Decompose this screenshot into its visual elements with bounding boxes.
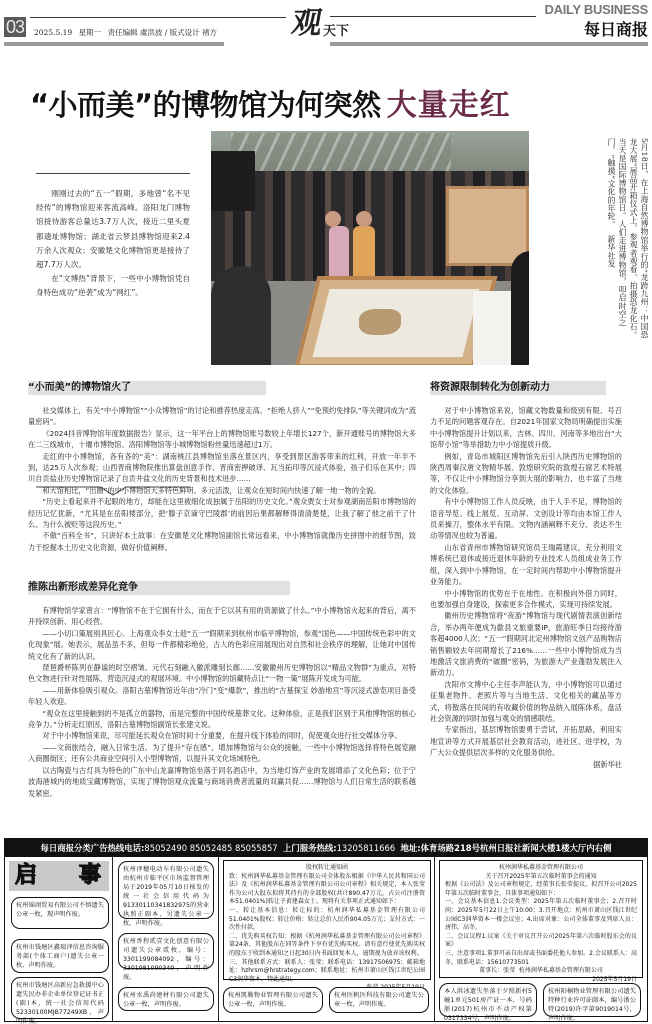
classified-ad: 本人洪冰遗失坐落于夕照新村5幢1单元501房产证一本，号码浙(2017)杭州市不动产权第0317334号，声明作废。 [439,983,537,1017]
equity-transfer-notice [223,860,431,983]
classifieds-hotline-bar [5,839,647,857]
classified-ad: 杭州水禹尚建材有限公司遗失公章一枚，声明作废。 [118,987,214,1011]
paragraph: 有博物馆学家曾言：“博物馆不在于它拥有什么，而在于它以其有用的资源做了什么。”中小博物馆火起来的背后，离不开持续创新、用心经营。 [28,606,416,627]
notice-title: 杭州润华私募基金管理有限公司 [498,864,583,871]
notice-paragraph: 二、会议议程1.议案《关于审议召开公司2025年第六次临时股东会的议案》 [445,932,637,949]
classifieds-section [4,838,648,1022]
classified-ad: 杭州泽穗电动车有限公司遗失由杭州市临平区市场监督管理局于2019年05月10日核发的统一社会信用代码为91330110341832975的营业执照正副本，另遗失公章一枚，声明作废。 [118,861,214,919]
classified-ad: 杭州锦翊贸易有限公司不慎遗失公章一枚，现声明作废。 [11,897,109,929]
paragraph: “观众在这里接触到的不是孤立的器物，而是完整的中国传统墓葬文化。这种体验，正是我们区别于其他博物馆的核心竞争力。”分析走红原因，洛阳古墓博物馆副馆长张建文说。 [28,708,416,730]
notice-paragraph: 三、注意事项1.董事可亲自出席或书面委托他人参加。2.会议联系人：高冬，联系电话：15610773501 [445,949,637,966]
classified-ad: 杭州医帆医科技有限公司遗失公章一枚，声明作废。 [329,987,429,1013]
notice-signer: 董事长：张莹 [479,967,516,975]
masthead [0,0,652,60]
board-meeting-notice [439,860,643,983]
address-label: 地址: [400,843,421,853]
photo-fossil [359,309,401,335]
paragraph: ——文商旅结合，融入日常生活。为了提升“存在感”，增加博物馆与公众的接触，一些中小博物馆选择将特色展览融入商圈街区；还有公共商业空间引入小型博物馆，以提升其文化场域特色。 [28,742,416,764]
paragraph: 有中小博物馆工作人员反映，由于人手不足，博物馆的语音导览、线上展览、互动屏、文创设计等均由本馆工作人员来操刀，整体水平有限。文物内涵阐释不充分、表达不生动等情况也较为普遍。 [430,497,622,541]
classifieds-column [435,857,647,1021]
section-heading: “小而美”的博物馆火了 [28,381,266,395]
caption-credit: 新华社发 [607,234,616,268]
paragraph: 社交媒体上，有关“中小博物馆”“小众博物馆”的讨论和推荐热度走高。“拒绝人挤人”“免预约免排队”等关键词成为“流量密码”。 [28,406,416,427]
notice-company: 杭州润华私募基金管理有限公司 [518,967,603,975]
notice-paragraph: 根据《公司法》及公司章程规定，经董事长张莹提议，拟召开公司2025年第五次临时董事会，具体事项通知如下： [445,881,637,897]
paragraph: “历史上看起来并不起眼的地方，却能在这里被细化成独属于岳阳的历史文化。”观众贾女士对参观湖南岳阳市博物馆的经历记忆犹新，“尤其是在岳阳楼部分，把‘滕子京谪守巴陵郡’的前因后果都解释得清清楚楚，让我了解了他之前干了什么、为什么被贬等这段历史。” [28,497,416,530]
notice-paragraph: 二、优先购买权告知：根据《杭州润华私募基金管理有限公司公司章程》第24条，其他股东在同等条件下享有优先购买权。请有意行使优先购买权的股东于收到本通知之日起30日内书面回复本人，逾期视为放弃该权利。 [229,932,425,957]
photo-right-figure [511,251,529,365]
photo-roof [231,133,451,173]
paragraph: 山东省青州市博物馆研究馆员王瑞霞建议，充分利用文博系统已退休或接近退休年龄的专业技术人员组成业务工作组，深入到中小博物馆，在一定时间内帮助中小博物馆提升业务能力。 [430,542,622,587]
classified-ad: 杭州市钱塘区高新应急救援中心遗失民办非企业单位登记证书正(副)本，统一社会信用代码52330100MJB77249XB，声明作废。 [11,977,109,1019]
classifieds-column [219,857,435,1021]
paragraph: 和大馆相比，“出圈”的中小博物馆大多特色鲜明、多元活泼，让观众在短时间内快速了解一地一物的全貌。 [42,485,381,495]
paragraph: 中小博物馆的优势在于在地性。在积极向外借力同时，也要加强自身建设，探索更多合作模式，实现可持续发展。 [430,588,622,609]
paragraph: 琵琶爵杯陈列在静谧的时空褶皱、元代石刻融入徽派雕刻长廊……安徽徽州历史博物馆以“精品文物群”为重点，对特色文物进行针对性展陈，营造沉浸式的观展环境。中小博物馆的馆藏特点让“一物一策”展陈开发成为可能。 [28,663,416,684]
paragraph: 例如，青岛市城阳区博物馆先后引入陕西历史博物馆的陕西周秦汉唐文物精华展、敦煌研究院的敦煌石窟艺术特展等，不仅让中小博物馆分享到大展的影响力，也丰富了当地的文化体验。 [430,451,622,495]
notice-subtitle: 关于召开2025年第五次临时董事会的通知 [485,872,597,880]
paragraph: 专家指出，基层博物馆要勇于尝试，开拓思路，利用实地宣讲等方式开展基层社会教育活动，进社区、进学校，为广大公众提供层次多样的文化服务供给。 [430,725,622,758]
service-number: 13205811666 [336,843,396,853]
divider [4,42,224,46]
notice-signature [445,967,637,976]
lead-text [36,187,190,301]
paragraph: 《2024抖音博物馆年度数据报告》显示，这一年平台上的博物馆账号数较上年增长127个，新开通账号的博物馆大多在二三线城市，十堰市博物馆、洛阳博物馆等小城博物馆粉丝量迅速超过1万。 [28,428,416,450]
brand-english: DAILY BUSINESS [544,2,648,17]
section-name: 天下 [323,24,350,39]
headline [30,80,511,123]
section1-body [28,405,416,553]
notice-paragraph: 三、其他联系方式：联系人：张莹；联系电话：13917506975；邮箱地址：hzhrsm@hrstrategy.com；联系地址：杭州市萧山区钱江世纪公园C3润华资本。特此通知。 [229,958,425,983]
classified-ad: 杭州市钱塘区鑫瑞泽信息咨询服务部(个体工商户)遗失公章一枚，声明作废。 [11,939,109,973]
headline-main: “小而美”的博物馆为何突然 [30,88,381,122]
hotline-numbers: 85052490 85052485 85055857 [144,843,278,853]
paragraph: ——用新体验吸引观众。洛阳古墓博物馆近年由“冷门”变“爆款”，推出的“古墓探宝 妙游地宫”等沉浸式游览项目备受年轻人欢迎。 [28,685,416,707]
service-label: 上门服务热线: [282,843,337,853]
divider [30,17,286,18]
notice-paragraph: 一、会议基本信息1.会议类型：2025年第五次临时董事会；2.召开时间：2025年5月22日上午10:00；3.召开地点：杭州市萧山区钱江世纪公园C3润华资本一楼会议室；4.出席对象：公司全体董事及列席人员：唐伟、高冬。 [445,898,637,932]
paragraph: 对于中小博物馆来说，馆藏文物数量和级别有限、号召力不足的问题客观存在。自2021年国家文物局明确提出实施中小博物馆提升计划以来，吉林、四川、河南等多地出台“大馆带小馆”等举措助力中小馆提质升级。 [430,406,622,450]
classifieds-column [5,857,113,1024]
classified-ad: 杭州香程贰壹文化创意有限公司遗失公章贰枚，编号：3301199084092，编号：3301981090340，声明作废。 [118,933,214,969]
divider [330,42,648,46]
classified-ad: 杭州阳楠物业管理有限公司遗失特种行业许可证副本，编号浙公特(2019)许字第9019014号，声明作废。 [543,983,641,1017]
brand-chinese: 每日商报 [583,20,648,39]
paragraph: ——小切口策展别具匠心。上海观众李女士趁“五一”假期来到杭州市临平博物馆，参观“国色——中国传统色彩中的文化现象”展。她表示，展品虽不多，但每一件都精彩绝伦，古人的色彩应用展现出对自然和社会秩序的理解，让她对中国传统文化有了新的认识。 [28,628,416,661]
address: 体育场路218号杭州日报社新闻大楼1楼大厅内右侧 [420,843,612,853]
notice-date: 2025年5月19日 [592,975,637,983]
hotline-label: 每日商报分类广告热线电话: [40,843,145,853]
issue-line [34,27,221,38]
caption-text: 5月18日，在上海自然博物馆举行的“龙跨九州：中国恐龙大展”展品开箱仪式上，参观者观看、拍摄恐龙化石。当天是国际博物馆日。人们走进博物馆，叩启时空之门，“触摸”文化的年轮。 [607,138,649,340]
photo-crate-back [446,186,529,266]
divider [330,16,536,17]
section3-body [430,405,622,770]
notice-paragraph: 致：杭州润华私募基金管理有限公司全体股东根据《中华人民共和国公司法》及《杭州润华私募基金管理有限公司公司章程》相关规定，本人张莹作为公司大股东拟将其持有的全部股权(共计890.47万元，占公司注册资本51.0401%)转让予黄建森女士。现将有关事项正式通知如下： [229,872,425,906]
section-heading: 推陈出新形成差异化竞争 [28,581,290,595]
paragraph: 以古陶瓷与古灯具为特色的广东中山龙嘉博物馆坐落于同名酒店中，为当地灯饰产业的发展增添了文化色彩；位于宁波海港城内的地质宝藏博物馆，实现了博物馆观众流量与商场消费者流量的双赢共促……博物馆与人们日常生活的联系越发紧密。 [28,765,416,798]
notice-banner [9,861,109,891]
lead-box [36,173,190,318]
lead-paragraph: 刚刚过去的“五一”假期，多地曾“名不见经传”的博物馆迎来客流高峰。洛阳龙门博物馆接待游客总量达3.7万人次，接近二里头夏都遗址博物馆；湖北省云梦县博物馆迎来2.4万余人次观众；安徽楚文化博物馆更是接待了超7.7万人次。 [36,189,190,270]
notice-banner-char: 启 [15,863,38,888]
paragraph: 徽州历史博物馆将“夜游”博物馆与现代剧情表演创新结合，举办两年便成为歙县文旅重要IP，旅游旺季日均接待游客超4000人次；“五一”假期河北定州博物馆文创产品购物店销售额较去年同期增长了216%……一些中小博物馆成为当地激活文旅消费的“破圈”密码，为旅游大产业蓬勃发展注入新动力。 [430,611,622,678]
issue-date: 2025.5.19 [34,28,73,37]
paragraph: 沈阳市文博中心主任李声能认为，中小博物馆可以通过征集老物件、老照片等与当地生活、文化相关的藏品等方式，将散落在民间的有收藏价值的物品纳入展陈体系，盘活社会资源的同时加强与观众的情感联结。 [430,679,622,723]
headline-highlight: 大量走红 [386,88,511,123]
photo-face [325,211,341,227]
notice-title: 股权转让通知函 [305,864,348,871]
paragraph: 对于中小博物馆来说，尽可能延长观众在馆时间十分重要，在提升线下体验的同时，促使观众进行社交媒体分享。 [42,731,402,741]
page-number: 03 [5,17,25,37]
lead-paragraph: 在“文博热”背景下，一些中小博物馆凭自身特色成功“逆袭”成为“网红”。 [36,274,190,298]
paragraph: 走红的中小博物馆，各有各的“美”：湖南桃江县博物馆坐落在景区内，享受到景区游客带来的红利，开放一年半不到，达25万人次参观；山西晋商博物院推出算盘创意手作、晋商密押破译、瓦当拓印等沉浸式体验，孩子们乐在其中；四川自贡盐业历史博物馆记录了自贡井盐文化的历史背景和技术进步…… [28,451,416,484]
issue-editors: 责任编辑 虞洪波 / 版式设计 褚方 [107,28,218,37]
classifieds-column [113,857,219,1021]
notice-banner-char: 事 [79,863,102,888]
divider [36,173,190,174]
section2-body [28,605,416,799]
photo-foreground-head [211,266,271,365]
news-photo [211,131,529,365]
byline: 据新华社 [593,759,622,769]
notice-paragraph: 一、转让基本信息：转让标的：杭州润华私募基金管理有限公司51.0401%股权；转让价格：转让总价人民币904.05万元；支付方式：一次性付款。 [229,906,425,932]
photo-face [356,211,372,227]
section-logo: 观 [289,6,326,41]
paragraph: 不做“百科全书”，只讲好本土故事：在安徽楚文化博物馆副馆长常远看来，中小博物馆就像历史拼图中的细节图，致力于挖掘本土历史文化资源，做好价值阐释。 [28,531,416,552]
section-heading: 将资源限制转化为创新动力 [430,381,606,395]
issue-weekday: 星期一 [78,28,102,37]
classified-ad: 杭州凯勤物业管理有限公司遗失公章一枚，声明作废。 [223,987,323,1013]
photo-camera [211,151,255,211]
photo-caption [588,138,650,343]
